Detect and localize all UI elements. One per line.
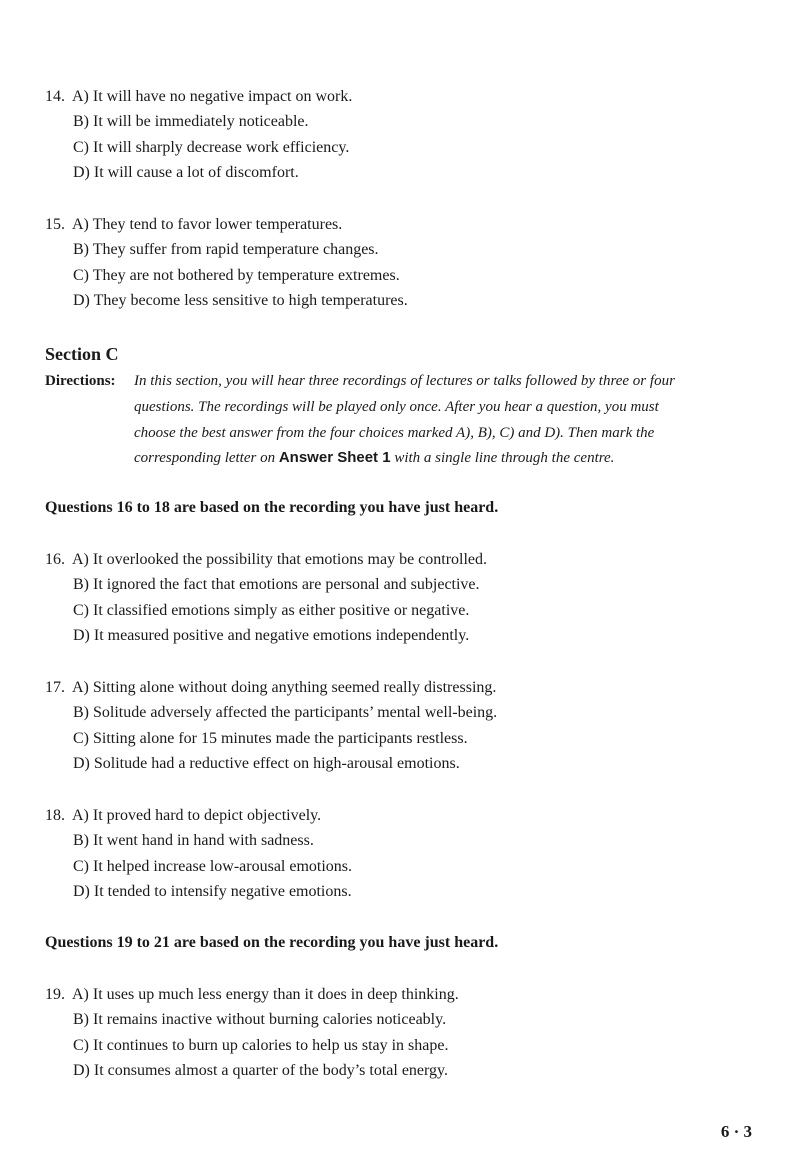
option-a: A) They tend to favor lower temperatures. [72, 216, 343, 233]
option-b: B) Solitude adversely affected the participants’ mental well-being. [73, 704, 498, 721]
directions-line-2: questions. The recordings will be played only once. After you hear a question, you must [134, 399, 659, 415]
directions-label: Directions: [45, 373, 116, 389]
page-number: 6 · 3 [720, 1122, 752, 1141]
option-c: C) It classified emotions simply as either positive or negative. [73, 602, 470, 619]
option-d: D) It will cause a lot of discomfort. [73, 164, 299, 181]
option-a: A) It will have no negative impact on work. [72, 88, 353, 105]
option-b: B) It will be immediately noticeable. [73, 113, 309, 130]
question-group-heading: Questions 19 to 21 are based on the recording you have just heard. [45, 934, 499, 951]
question-group-heading: Questions 16 to 18 are based on the recording you have just heard. [45, 499, 499, 516]
question-number: 17. [45, 679, 65, 696]
question-number: 19. [45, 986, 65, 1003]
option-b: B) It went hand in hand with sadness. [73, 832, 314, 849]
option-b: B) It ignored the fact that emotions are personal and subjective. [73, 576, 480, 593]
option-d: D) It consumes almost a quarter of the body’s total energy. [73, 1062, 449, 1079]
option-a: A) It proved hard to depict objectively. [72, 807, 322, 824]
answer-sheet-label: Answer Sheet 1 [278, 449, 391, 466]
directions-text: corresponding letter on [134, 450, 279, 466]
directions-text: with a single line through the centre. [390, 450, 615, 466]
option-d: D) It tended to intensify negative emotions. [73, 883, 352, 900]
option-a: A) It overlooked the possibility that emotions may be controlled. [72, 551, 488, 568]
option-d: D) Solitude had a reductive effect on high-arousal emotions. [73, 755, 460, 772]
question-number: 16. [45, 551, 65, 568]
option-c: C) They are not bothered by temperature extremes. [73, 267, 400, 284]
option-d: D) They become less sensitive to high temperatures. [73, 292, 408, 309]
option-c: C) Sitting alone for 15 minutes made the participants restless. [73, 730, 468, 747]
section-title: Section C [45, 344, 119, 364]
directions-line-1: In this section, you will hear three recordings of lectures or talks followed by three or four [134, 373, 675, 389]
option-c: C) It will sharply decrease work efficiency. [73, 139, 350, 156]
option-b: B) It remains inactive without burning calories noticeably. [73, 1011, 447, 1028]
question-number: 18. [45, 807, 65, 824]
option-a: A) Sitting alone without doing anything seemed really distressing. [72, 679, 497, 696]
directions-line-4 [134, 448, 759, 468]
option-b: B) They suffer from rapid temperature changes. [73, 241, 379, 258]
question-number: 14. [45, 88, 65, 105]
option-a: A) It uses up much less energy than it does in deep thinking. [72, 986, 459, 1003]
option-c: C) It continues to burn up calories to help us stay in shape. [73, 1037, 449, 1054]
directions-line-3: choose the best answer from the four choices marked A), B), C) and D). Then mark the [134, 425, 655, 441]
option-d: D) It measured positive and negative emotions independently. [73, 627, 470, 644]
option-c: C) It helped increase low-arousal emotions. [73, 858, 353, 875]
question-number: 15. [45, 216, 65, 233]
